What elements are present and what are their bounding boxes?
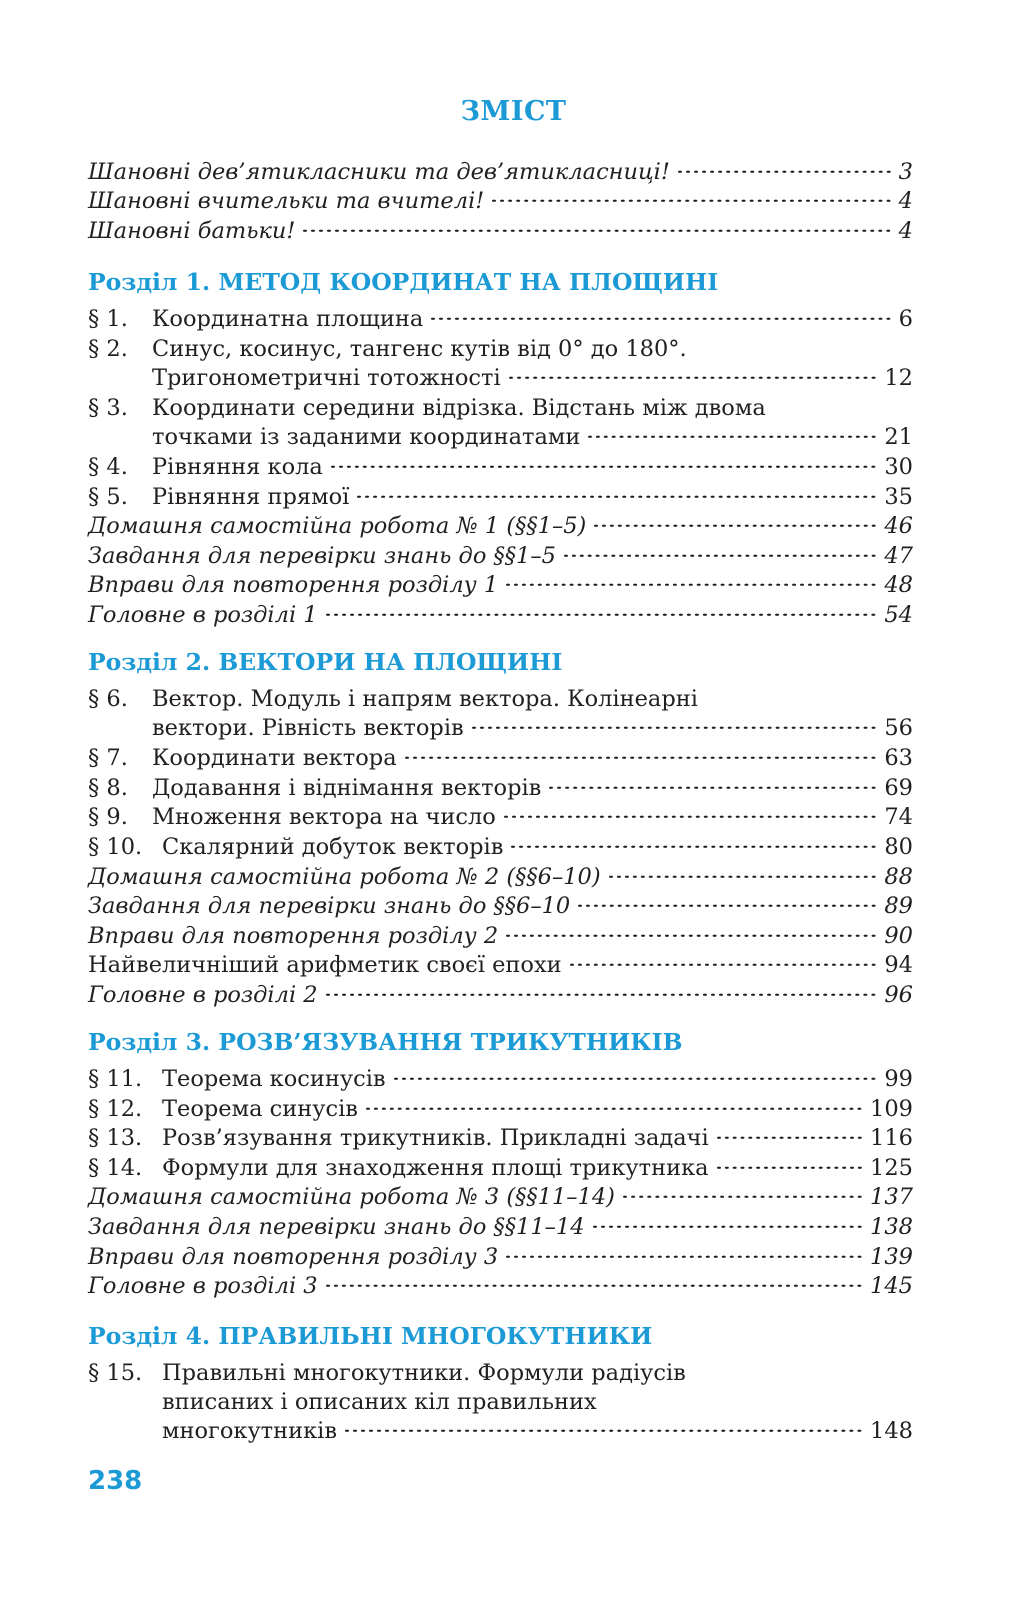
section-number: § 9. xyxy=(88,804,128,831)
dot-leader xyxy=(594,524,876,527)
dot-leader xyxy=(678,170,891,173)
dot-leader xyxy=(366,1107,862,1110)
page-ref: 139 xyxy=(870,1243,913,1270)
section-number: § 6. xyxy=(88,686,128,712)
toc-entry[interactable] xyxy=(88,774,913,803)
dot-leader xyxy=(326,613,877,616)
page-ref: 30 xyxy=(884,454,913,480)
entry-title-line: Домашня самостійна робота № 3 (§§11–14) xyxy=(88,1184,615,1211)
dot-leader xyxy=(331,465,877,468)
entry-title-line: Вправи для повторення розділу 1 xyxy=(88,572,499,599)
entry-title-line: Тригонометричні тотожності xyxy=(152,364,501,391)
dot-leader xyxy=(492,199,890,202)
section-number: § 7. xyxy=(88,745,128,772)
entry-title-line: Координати середини відрізка. Відстань між двома xyxy=(152,394,766,421)
page-ref: 12 xyxy=(884,364,913,391)
intro-entry[interactable] xyxy=(88,187,913,216)
dot-leader xyxy=(326,1284,862,1287)
entry-title-line: Завдання для перевірки знань до §§6–10 xyxy=(88,893,571,920)
toc-entry[interactable] xyxy=(88,305,913,334)
toc-entry[interactable] xyxy=(88,571,913,600)
intro-entry[interactable] xyxy=(88,217,913,246)
dot-leader xyxy=(394,1077,877,1080)
entry-title-line: Рівняння прямої xyxy=(152,483,350,510)
entry-title-line: многокутників xyxy=(162,1418,338,1444)
dot-leader xyxy=(405,756,877,759)
entry-title-line: Головне в розділі 2 xyxy=(88,982,318,1008)
entry-title-line: Завдання для перевірки знань до §§1–5 xyxy=(88,542,556,569)
entry-title-line: Синус, косинус, тангенс кутів від 0° до 180°. xyxy=(152,335,687,362)
page-ref: 69 xyxy=(884,774,913,801)
toc-entry[interactable] xyxy=(88,1272,913,1301)
toc-entry[interactable] xyxy=(88,1124,913,1153)
section-number: § 10. xyxy=(88,834,143,860)
dot-leader xyxy=(593,1225,863,1228)
toc-entry[interactable] xyxy=(88,1359,913,1446)
dot-leader xyxy=(345,1429,862,1432)
section-heading: Розділ 2. ВЕКТОРИ НА ПЛОЩИНІ xyxy=(88,648,563,676)
page-ref: 99 xyxy=(884,1066,913,1092)
section-number: § 5. xyxy=(88,483,128,510)
dot-leader xyxy=(570,964,877,967)
entry-title-line: Домашня самостійна робота № 1 (§§1–5) xyxy=(88,513,587,540)
page-ref: 35 xyxy=(884,483,913,510)
dot-leader xyxy=(431,317,890,320)
toc-entry[interactable] xyxy=(88,483,913,512)
page-ref: 46 xyxy=(884,513,913,540)
page-title: ЗМІСТ xyxy=(460,96,567,127)
toc-entry[interactable] xyxy=(88,803,913,832)
dot-leader xyxy=(609,875,877,878)
page-ref: 47 xyxy=(884,542,913,569)
toc-entry[interactable] xyxy=(88,1065,913,1094)
dot-leader xyxy=(472,726,877,729)
toc-entry[interactable] xyxy=(88,512,913,541)
toc-entry[interactable] xyxy=(88,863,913,892)
intro-entry[interactable] xyxy=(88,158,913,187)
toc-entry[interactable] xyxy=(88,892,913,921)
dot-leader xyxy=(357,495,876,498)
entry-title-line: Вправи для повторення розділу 3 xyxy=(88,1243,499,1270)
section-number: § 11. xyxy=(88,1066,143,1092)
section-heading: Розділ 3. РОЗВ’ЯЗУВАННЯ ТРИКУТНИКІВ xyxy=(88,1028,683,1056)
page-ref: 137 xyxy=(870,1184,913,1211)
toc-entry[interactable] xyxy=(88,685,913,743)
section-number: § 3. xyxy=(88,394,128,421)
toc-entry[interactable] xyxy=(88,922,913,951)
entry-title-line: вектори. Рівність векторів xyxy=(152,715,464,741)
page-ref: 89 xyxy=(884,893,913,920)
section-number: § 13. xyxy=(88,1125,143,1152)
page-ref: 4 xyxy=(898,188,913,214)
entry-title-line: Головне в розділі 1 xyxy=(88,602,318,628)
dot-leader xyxy=(511,845,876,848)
page-ref: 48 xyxy=(884,572,913,599)
section-number: § 8. xyxy=(88,774,128,801)
entry-title-line: Шановні батьки! xyxy=(88,218,296,244)
dot-leader xyxy=(504,816,877,819)
entry-title-line: Найвеличніший арифметик своєї епохи xyxy=(88,952,562,979)
toc-entry[interactable] xyxy=(88,744,913,773)
entry-title-line: Домашня самостійна робота № 2 (§§6–10) xyxy=(88,863,601,890)
dot-leader xyxy=(506,584,876,587)
toc-entry[interactable] xyxy=(88,1243,913,1272)
entry-title-line: Завдання для перевірки знань до §§11–14 xyxy=(88,1214,585,1240)
page-ref: 138 xyxy=(870,1214,913,1240)
toc-entry[interactable] xyxy=(88,335,913,393)
entry-title-line: Координати вектора xyxy=(152,745,397,772)
dot-leader xyxy=(303,229,890,232)
toc-entry[interactable] xyxy=(88,1213,913,1242)
page-ref: 94 xyxy=(884,952,913,979)
dot-leader xyxy=(578,904,876,907)
page-number: 238 xyxy=(88,1466,143,1496)
dot-leader xyxy=(588,435,876,438)
toc-entry[interactable] xyxy=(88,833,913,862)
section-heading: Розділ 4. ПРАВИЛЬНІ МНОГОКУТНИКИ xyxy=(88,1322,653,1350)
toc-entry[interactable] xyxy=(88,394,913,452)
section-heading: Розділ 1. МЕТОД КООРДИНАТ НА ПЛОЩИНІ xyxy=(88,268,719,296)
entry-title-line: Теорема синусів xyxy=(162,1095,358,1122)
page-ref: 54 xyxy=(884,602,913,628)
entry-title-line: Шановні вчительки та вчителі! xyxy=(88,188,485,214)
entry-title-line: Вектор. Модуль і напрям вектора. Колінеарні xyxy=(152,686,698,712)
dot-leader xyxy=(564,554,876,557)
dot-leader xyxy=(506,934,876,937)
page-ref: 74 xyxy=(884,804,913,831)
page-ref: 6 xyxy=(898,306,913,332)
page-ref: 148 xyxy=(870,1418,913,1444)
page-ref: 116 xyxy=(870,1125,913,1152)
toc-entry[interactable] xyxy=(88,453,913,482)
entry-title-line: Скалярний добуток векторів xyxy=(162,834,504,860)
page-ref: 3 xyxy=(898,159,913,185)
entry-title-line: Рівняння кола xyxy=(152,454,323,480)
entry-title-line: Множення вектора на число xyxy=(152,804,496,831)
entry-title-line: вписаних і описаних кіл правильних xyxy=(162,1389,597,1415)
page-ref: 21 xyxy=(884,423,913,450)
section-number: § 4. xyxy=(88,454,128,480)
entry-title-line: Додавання і віднімання векторів xyxy=(152,774,542,801)
entry-title-line: точками із заданими координатами xyxy=(152,423,581,450)
toc-entry[interactable] xyxy=(88,542,913,571)
section-number: § 15. xyxy=(88,1360,143,1386)
page-ref: 80 xyxy=(884,834,913,860)
page-ref: 145 xyxy=(870,1273,913,1300)
toc-entry[interactable] xyxy=(88,1095,913,1124)
dot-leader xyxy=(326,993,877,996)
entry-title-line: Правильні многокутники. Формули радіусів xyxy=(162,1360,686,1386)
dot-leader xyxy=(509,376,877,379)
toc-entry[interactable] xyxy=(88,601,913,630)
toc-entry[interactable] xyxy=(88,951,913,980)
entry-title-line: Шановні дев’ятикласники та дев’ятикласниці! xyxy=(88,159,670,185)
entry-title-line: Розв’язування трикутників. Прикладні задачі xyxy=(162,1125,709,1152)
page-ref: 109 xyxy=(870,1095,913,1122)
entry-title-line: Теорема косинусів xyxy=(162,1066,386,1092)
dot-leader xyxy=(717,1166,862,1169)
page-ref: 90 xyxy=(884,922,913,949)
dot-leader xyxy=(623,1196,862,1199)
page-ref: 63 xyxy=(884,745,913,772)
section-number: § 1. xyxy=(88,306,128,332)
dot-leader xyxy=(506,1255,862,1258)
toc-entry[interactable] xyxy=(88,1183,913,1212)
toc-entry[interactable] xyxy=(88,1154,913,1183)
toc-entry[interactable] xyxy=(88,981,913,1010)
page-ref: 96 xyxy=(884,982,913,1008)
section-number: § 12. xyxy=(88,1095,143,1122)
page-ref: 4 xyxy=(898,218,913,244)
entry-title-line: Головне в розділі 3 xyxy=(88,1273,318,1300)
page-ref: 56 xyxy=(884,715,913,741)
dot-leader xyxy=(549,786,876,789)
section-number: § 14. xyxy=(88,1154,143,1181)
entry-title-line: Формули для знаходження площі трикутника xyxy=(162,1154,709,1181)
section-number: § 2. xyxy=(88,335,128,362)
page-ref: 125 xyxy=(870,1154,913,1181)
entry-title-line: Координатна площина xyxy=(152,306,424,332)
dot-leader xyxy=(717,1136,862,1139)
page-ref: 88 xyxy=(884,863,913,890)
entry-title-line: Вправи для повторення розділу 2 xyxy=(88,922,499,949)
